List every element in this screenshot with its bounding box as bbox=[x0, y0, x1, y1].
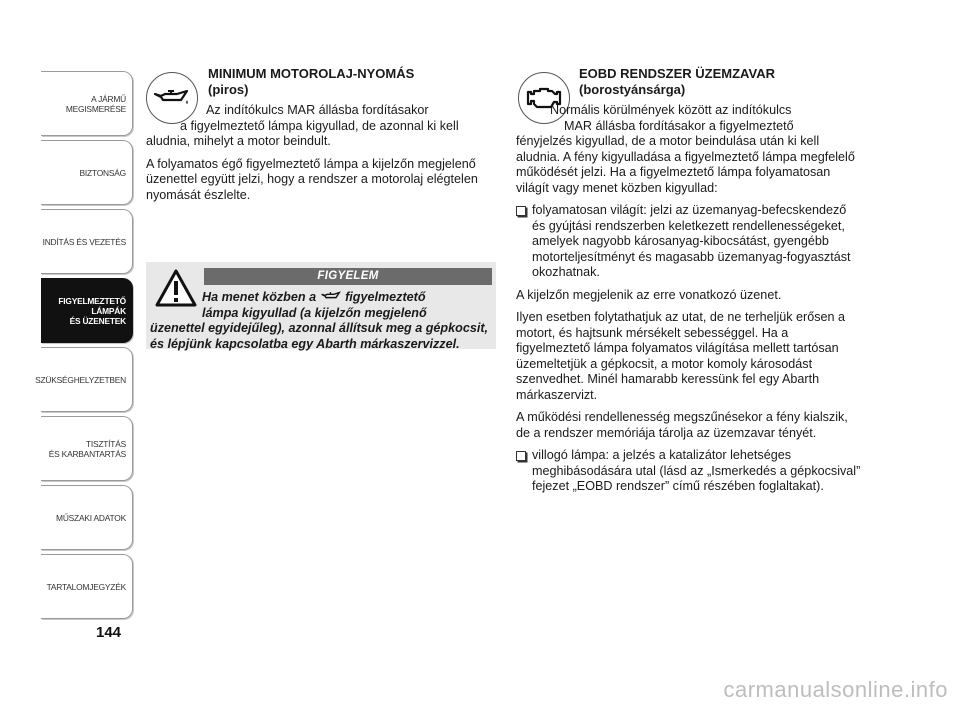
oil-pressure-icon bbox=[320, 291, 342, 302]
tab-contents[interactable]: TARTALOMJEGYZÉK bbox=[41, 554, 133, 619]
section-subtitle: (borostyánsárga) bbox=[579, 81, 686, 97]
tab-safety[interactable]: BIZTONSÁG bbox=[41, 140, 133, 205]
paragraph: A folyamatos égő figyelmeztető lámpa a kijelzőn megjelenő üzenettel együtt jelzi, hogy a rendszer a motorolaj elégtelen nyomását észlelte. bbox=[146, 156, 478, 202]
warning-box bbox=[146, 262, 496, 349]
tab-emergency[interactable]: SZÜKSÉGHELYZETBEN bbox=[41, 347, 133, 412]
section-title: MINIMUM MOTOROLAJ-NYOMÁS bbox=[208, 66, 415, 81]
checkbox-bullet-icon bbox=[516, 451, 526, 461]
warning-line: figyelmeztető bbox=[345, 290, 426, 304]
tab-starting-driving[interactable]: INDÍTÁS ÉS VEZETÉS bbox=[41, 209, 133, 274]
list-item bbox=[516, 448, 861, 495]
tab-warning-lights[interactable]: FIGYELMEZTETŐ LÁMPÁK ÉS ÜZENETEK bbox=[41, 278, 133, 343]
tab-technical-data[interactable]: MŰSZAKI ADATOK bbox=[41, 485, 133, 550]
section-subtitle: (piros) bbox=[208, 81, 249, 97]
warning-label: FIGYELEM bbox=[204, 268, 492, 285]
tab-vehicle-overview[interactable]: A JÁRMŰ MEGISMERÉSE bbox=[41, 71, 133, 136]
paragraph-line: Normális körülmények között az indítókulcs bbox=[550, 103, 792, 117]
watermark: carmanualsonline.info bbox=[723, 677, 948, 702]
paragraph: A kijelzőn megjelenik az erre vonatkozó üzenet. bbox=[516, 287, 782, 302]
paragraph-line: MAR állásba fordításakor a figyelmeztető bbox=[564, 118, 794, 133]
chapter-sidebar bbox=[35, 71, 133, 623]
checkbox-bullet-icon bbox=[516, 206, 526, 216]
section-title: EOBD RENDSZER ÜZEMZAVAR bbox=[579, 66, 775, 81]
list-item-text: villogó lámpa: a jelzés a katalizátor lehetséges meghibásodására utal (lásd az „Ismerkedés a gépkocsival” fejezet „EOBD rendszer” című részében foglaltakat). bbox=[532, 448, 861, 493]
warning-text bbox=[150, 290, 492, 352]
warning-line: lámpa kigyullad (a kijelzőn megjelenő bbox=[202, 305, 427, 320]
paragraph: A működési rendellenesség megszűnésekor a fény kialszik, de a rendszer memóriája tárolja az üzemzavar tényét. bbox=[516, 410, 848, 440]
warning-line: Ha menet közben a bbox=[202, 290, 317, 304]
tab-maintenance[interactable]: TISZTÍTÁS ÉS KARBANTARTÁS bbox=[41, 416, 133, 481]
paragraph-line: Az indítókulcs MAR állásba fordításakor bbox=[206, 103, 429, 117]
eobd-section bbox=[516, 66, 861, 502]
paragraph: a figyelmeztető lámpa kigyullad, de azonnal ki kell aludnia, mihelyt a motor beindult. bbox=[146, 118, 459, 148]
list-item bbox=[516, 203, 861, 281]
paragraph: fényjelzés kigyullad, de a motor beindulása után ki kell aludnia. A fény kigyulladása a figyelmeztető lámpa megfelelő működését jelzi. Ha a figyelmeztető lámpa folyamatosan világít vagy menet közben kigyullad: bbox=[516, 134, 855, 195]
paragraph: Ilyen esetben folytathatjuk az utat, de ne terheljük erősen a motort, és hajtsunk mérsékelt sebességgel. Ha a figyelmeztető lámpa folyamatos világítása mellett tartósan üzemeltetjük a gépkocsit, a motor komoly károsodást szenvedhet. Minél hamarabb keressünk fel egy Abarth márkaszervizt. bbox=[516, 310, 846, 402]
oil-pressure-section bbox=[146, 66, 494, 210]
list-item-text: folyamatosan világít: jelzi az üzemanyag-befecskendező és gyújtási rendszerben keletkezett rendellenességeket, amelyek nagyobb károsanyag-kibocsátást, gyengébb motorteljesítményt és magasabb üzemanyag-fogyasztást okozhatnak. bbox=[532, 203, 851, 279]
page-number: 144 bbox=[96, 624, 122, 641]
warning-line: üzenettel egyidejűleg), azonnal állítsuk meg a gépkocsit, és lépjünk kapcsolatba egy Abarth márkaszervizzel. bbox=[150, 321, 489, 351]
